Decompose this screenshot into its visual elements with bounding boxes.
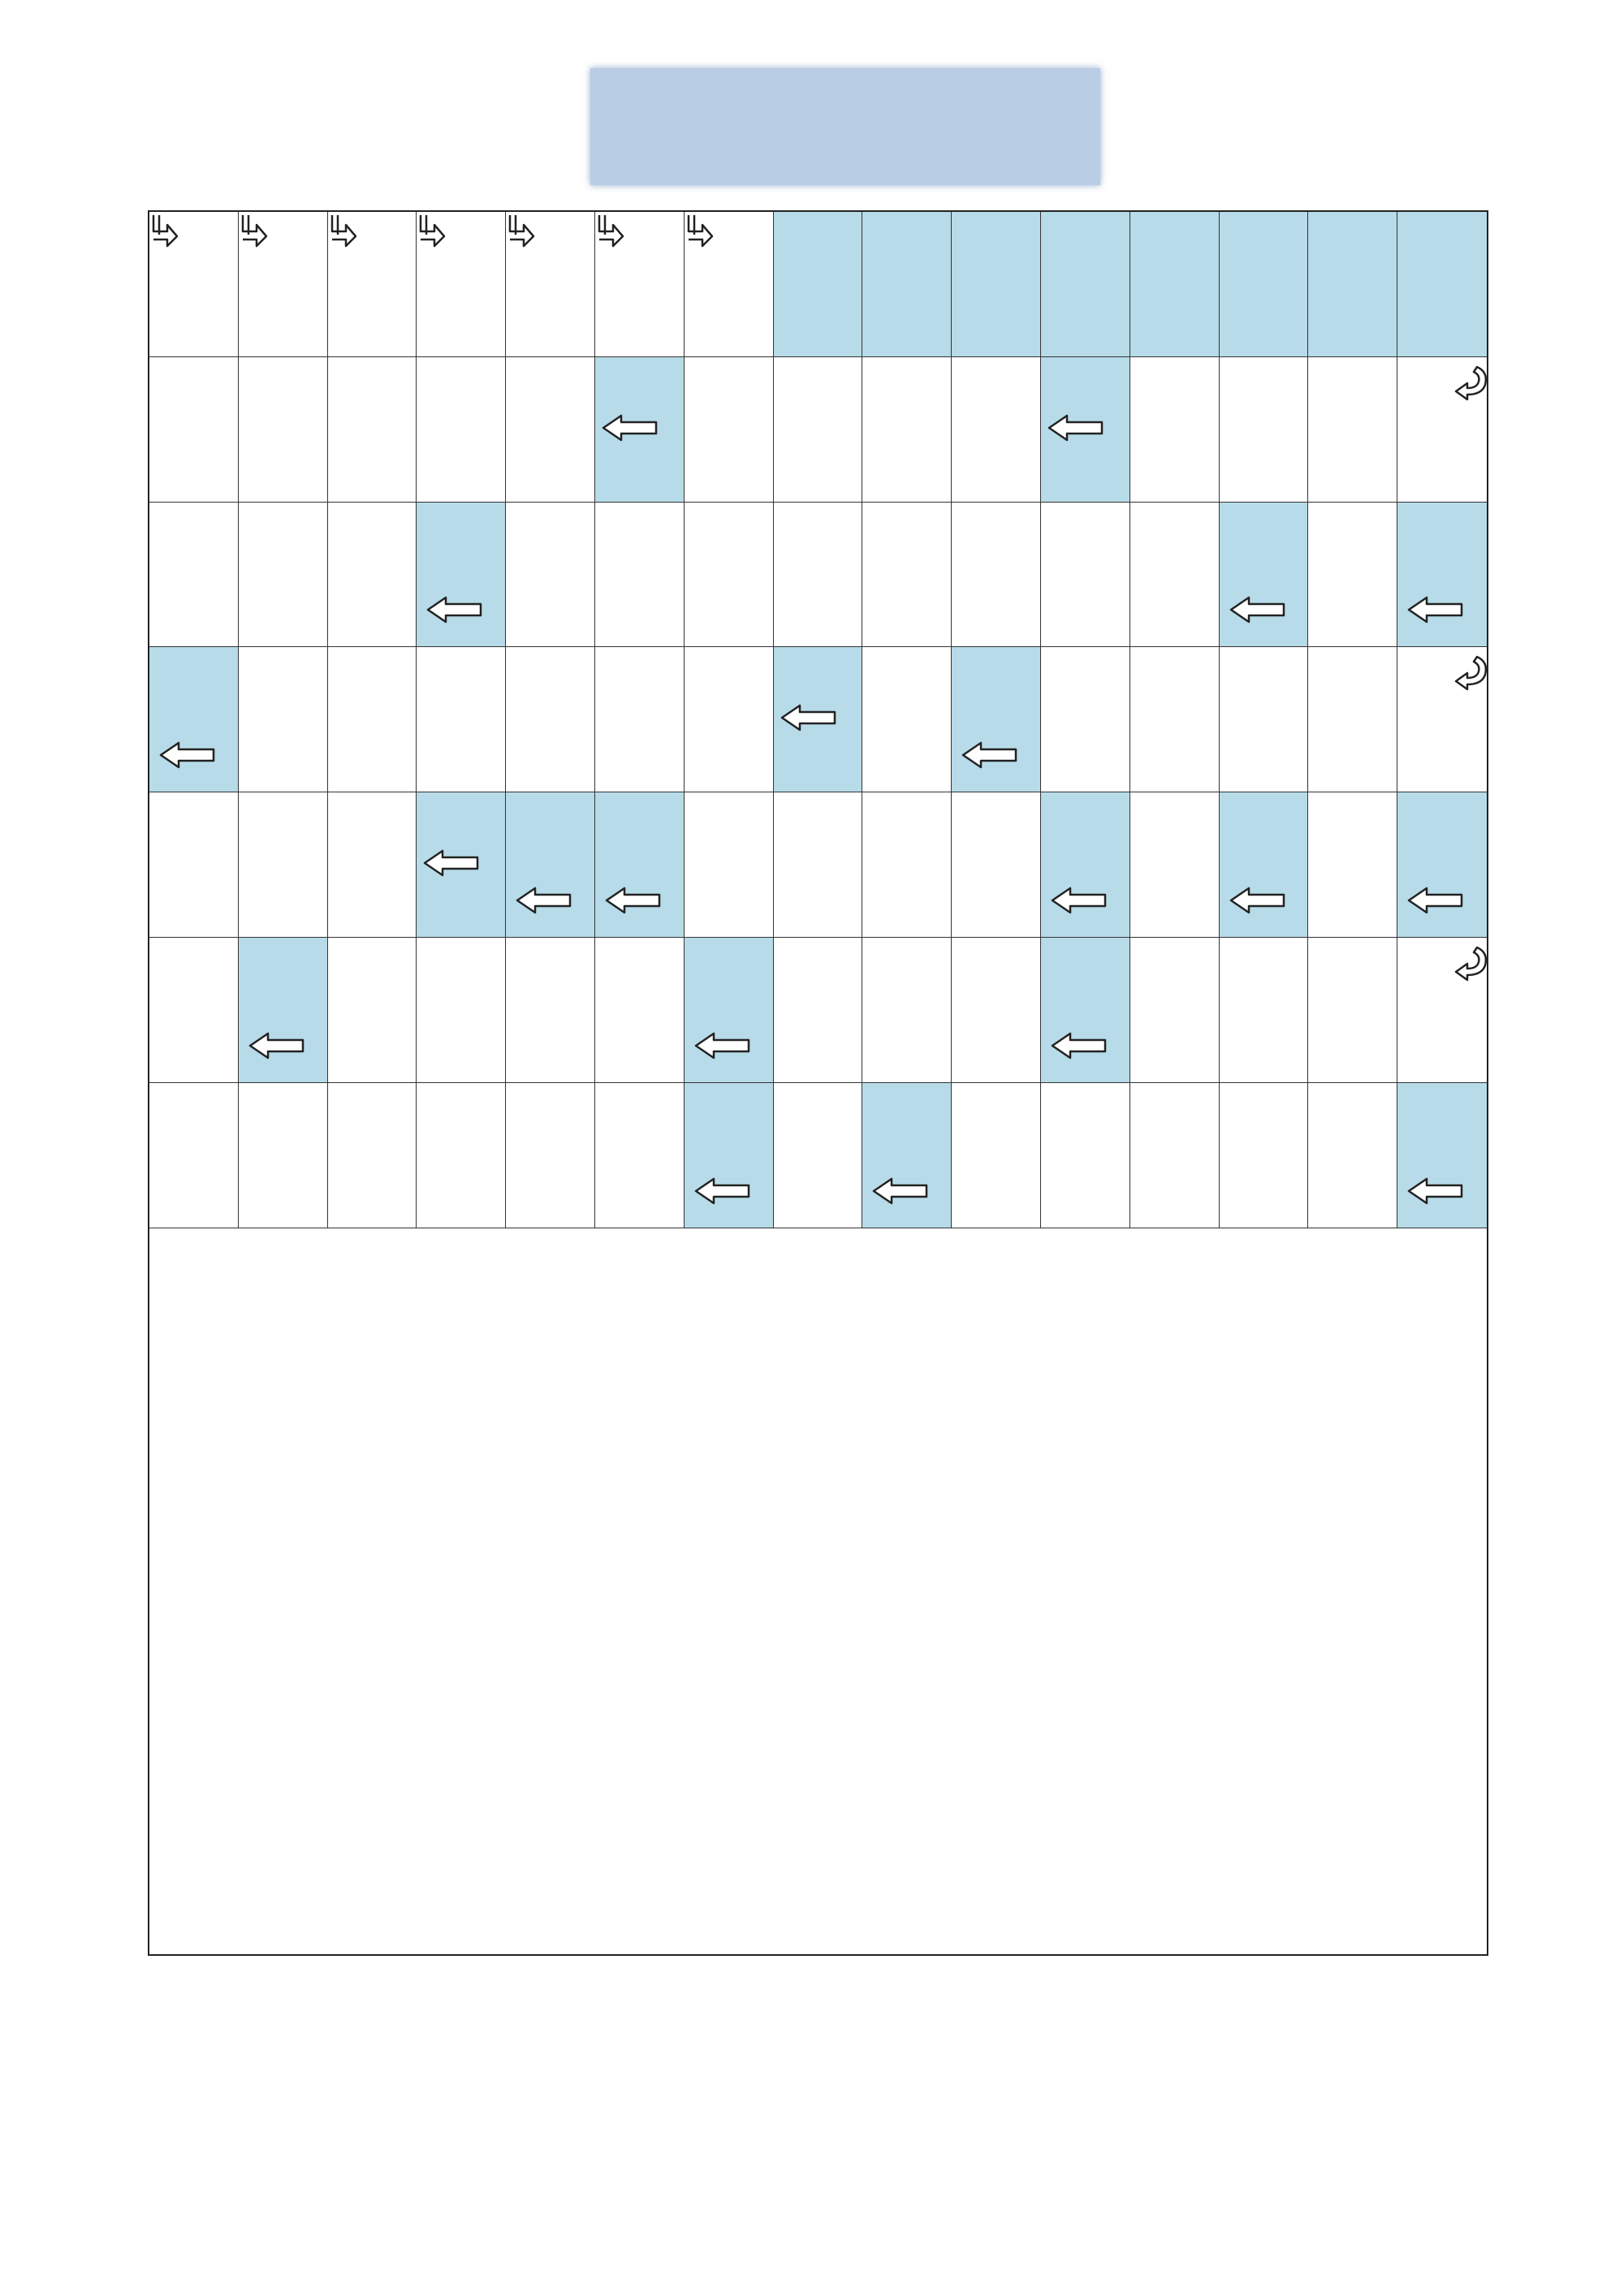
left-arrow-icon bbox=[1229, 887, 1286, 914]
left-arrow-icon bbox=[426, 596, 483, 624]
answer-cell[interactable] bbox=[1130, 792, 1220, 938]
answer-cell[interactable] bbox=[862, 503, 952, 648]
down-arrow-icon bbox=[686, 214, 714, 248]
answer-cell[interactable] bbox=[506, 357, 595, 503]
clue-cell[interactable] bbox=[1041, 792, 1130, 938]
answer-cell[interactable] bbox=[595, 212, 685, 357]
left-arrow-icon bbox=[872, 1177, 929, 1205]
down-arrow-icon bbox=[240, 214, 268, 248]
answer-cell[interactable] bbox=[328, 1083, 417, 1228]
answer-cell[interactable] bbox=[239, 792, 328, 938]
left-arrow-icon bbox=[961, 741, 1018, 769]
left-arrow-icon bbox=[694, 1177, 751, 1205]
down-arrow-icon bbox=[597, 214, 624, 248]
answer-cell[interactable] bbox=[417, 938, 506, 1083]
left-arrow-icon bbox=[1407, 887, 1464, 914]
answer-cell[interactable] bbox=[1130, 357, 1220, 503]
answer-cell[interactable] bbox=[685, 792, 774, 938]
clue-cell[interactable] bbox=[862, 212, 952, 357]
answer-cell[interactable] bbox=[239, 647, 328, 792]
answer-cell[interactable] bbox=[1397, 357, 1487, 503]
answer-cell[interactable] bbox=[1041, 647, 1130, 792]
turn-arrow-icon bbox=[1453, 944, 1490, 982]
left-arrow-icon bbox=[602, 414, 659, 442]
clue-cell[interactable] bbox=[774, 647, 863, 792]
answer-cell[interactable] bbox=[328, 357, 417, 503]
clue-cell[interactable] bbox=[952, 212, 1041, 357]
title-box bbox=[590, 68, 1100, 185]
clue-cell[interactable] bbox=[417, 503, 506, 648]
left-arrow-icon bbox=[694, 1032, 751, 1060]
answer-cell[interactable] bbox=[952, 357, 1041, 503]
answer-cell[interactable] bbox=[774, 357, 863, 503]
answer-cell[interactable] bbox=[239, 1083, 328, 1228]
answer-cell[interactable] bbox=[149, 792, 239, 938]
crossword-grid bbox=[148, 210, 1488, 1956]
answer-cell[interactable] bbox=[1130, 1083, 1220, 1228]
answer-cell[interactable] bbox=[149, 503, 239, 648]
left-arrow-icon bbox=[1407, 596, 1464, 624]
answer-cell[interactable] bbox=[1220, 938, 1309, 1083]
answer-cell[interactable] bbox=[417, 357, 506, 503]
clue-cell[interactable] bbox=[774, 212, 863, 357]
answer-cell[interactable] bbox=[774, 1083, 863, 1228]
clue-cell[interactable] bbox=[1041, 357, 1130, 503]
publisher-logo bbox=[846, 2046, 944, 2103]
answer-cell[interactable] bbox=[1220, 647, 1309, 792]
answer-cell[interactable] bbox=[328, 938, 417, 1083]
clue-cell[interactable] bbox=[417, 792, 506, 938]
answer-cell[interactable] bbox=[952, 1083, 1041, 1228]
clue-cell[interactable] bbox=[149, 647, 239, 792]
answer-cell[interactable] bbox=[685, 357, 774, 503]
down-arrow-icon bbox=[330, 214, 357, 248]
clue-cell[interactable] bbox=[1130, 212, 1220, 357]
answer-cell[interactable] bbox=[595, 1083, 685, 1228]
left-arrow-icon bbox=[248, 1032, 305, 1060]
answer-cell[interactable] bbox=[1397, 938, 1487, 1083]
clue-cell[interactable] bbox=[506, 792, 595, 938]
answer-cell[interactable] bbox=[328, 503, 417, 648]
answer-cell[interactable] bbox=[506, 647, 595, 792]
left-arrow-icon bbox=[1051, 887, 1108, 914]
answer-cell[interactable] bbox=[1041, 503, 1130, 648]
left-arrow-icon bbox=[1407, 1177, 1464, 1205]
answer-cell[interactable] bbox=[239, 357, 328, 503]
clue-cell[interactable] bbox=[595, 357, 685, 503]
clue-cell[interactable] bbox=[952, 647, 1041, 792]
footer bbox=[666, 2046, 1397, 2111]
answer-cell[interactable] bbox=[1220, 1083, 1309, 1228]
left-arrow-icon bbox=[159, 741, 216, 769]
clue-cell[interactable] bbox=[1220, 212, 1309, 357]
answer-cell[interactable] bbox=[1308, 1083, 1397, 1228]
answer-cell[interactable] bbox=[149, 1083, 239, 1228]
down-arrow-icon bbox=[508, 214, 535, 248]
answer-cell[interactable] bbox=[149, 938, 239, 1083]
clue-cell[interactable] bbox=[1041, 938, 1130, 1083]
left-arrow-icon bbox=[1051, 1032, 1108, 1060]
answer-cell[interactable] bbox=[417, 212, 506, 357]
clue-cell[interactable] bbox=[1397, 792, 1487, 938]
answer-cell[interactable] bbox=[685, 503, 774, 648]
clue-cell[interactable] bbox=[1220, 792, 1309, 938]
answer-cell[interactable] bbox=[774, 938, 863, 1083]
answer-cell[interactable] bbox=[774, 792, 863, 938]
left-arrow-icon bbox=[516, 887, 572, 914]
answer-cell[interactable] bbox=[685, 212, 774, 357]
clue-cell[interactable] bbox=[685, 1083, 774, 1228]
answer-cell[interactable] bbox=[1397, 647, 1487, 792]
answer-cell[interactable] bbox=[595, 503, 685, 648]
answer-cell[interactable] bbox=[149, 357, 239, 503]
answer-cell[interactable] bbox=[1130, 503, 1220, 648]
answer-cell[interactable] bbox=[1130, 647, 1220, 792]
clue-cell[interactable] bbox=[1220, 503, 1309, 648]
answer-cell[interactable] bbox=[328, 647, 417, 792]
answer-cell[interactable] bbox=[595, 938, 685, 1083]
down-arrow-icon bbox=[151, 214, 179, 248]
answer-cell[interactable] bbox=[685, 647, 774, 792]
answer-cell[interactable] bbox=[862, 647, 952, 792]
clue-cell[interactable] bbox=[1041, 212, 1130, 357]
answer-cell[interactable] bbox=[328, 212, 417, 357]
answer-cell[interactable] bbox=[506, 212, 595, 357]
clue-cell[interactable] bbox=[1397, 503, 1487, 648]
answer-cell[interactable] bbox=[417, 1083, 506, 1228]
answer-cell[interactable] bbox=[952, 503, 1041, 648]
left-arrow-icon bbox=[1229, 596, 1286, 624]
answer-cell[interactable] bbox=[506, 503, 595, 648]
answer-cell[interactable] bbox=[862, 938, 952, 1083]
answer-cell[interactable] bbox=[595, 647, 685, 792]
clue-cell[interactable] bbox=[685, 938, 774, 1083]
left-arrow-icon bbox=[1047, 414, 1104, 442]
answer-cell[interactable] bbox=[328, 792, 417, 938]
answer-cell[interactable] bbox=[149, 212, 239, 357]
answer-cell[interactable] bbox=[952, 792, 1041, 938]
answer-cell[interactable] bbox=[1308, 647, 1397, 792]
answer-cell[interactable] bbox=[506, 938, 595, 1083]
clue-cell[interactable] bbox=[1308, 212, 1397, 357]
answer-cell[interactable] bbox=[1220, 357, 1309, 503]
clue-cell[interactable] bbox=[595, 792, 685, 938]
left-arrow-icon bbox=[423, 849, 480, 877]
turn-arrow-icon bbox=[1453, 654, 1490, 691]
answer-cell[interactable] bbox=[239, 503, 328, 648]
down-arrow-icon bbox=[418, 214, 446, 248]
left-arrow-icon bbox=[780, 704, 837, 732]
answer-cell[interactable] bbox=[1308, 357, 1397, 503]
clue-cell[interactable] bbox=[862, 1083, 952, 1228]
turn-arrow-icon bbox=[1453, 364, 1490, 401]
answer-cell[interactable] bbox=[774, 503, 863, 648]
left-arrow-icon bbox=[605, 887, 662, 914]
answer-cell[interactable] bbox=[1041, 1083, 1130, 1228]
answer-cell[interactable] bbox=[862, 357, 952, 503]
answer-cell[interactable] bbox=[1308, 503, 1397, 648]
answer-cell[interactable] bbox=[239, 212, 328, 357]
answer-cell[interactable] bbox=[1308, 792, 1397, 938]
clue-cell[interactable] bbox=[239, 938, 328, 1083]
answer-cell[interactable] bbox=[417, 647, 506, 792]
clue-cell[interactable] bbox=[1397, 212, 1487, 357]
clue-cell[interactable] bbox=[1397, 1083, 1487, 1228]
answer-cell[interactable] bbox=[1130, 938, 1220, 1083]
answer-cell[interactable] bbox=[862, 792, 952, 938]
answer-cell[interactable] bbox=[506, 1083, 595, 1228]
answer-cell[interactable] bbox=[1308, 938, 1397, 1083]
answer-cell[interactable] bbox=[952, 938, 1041, 1083]
